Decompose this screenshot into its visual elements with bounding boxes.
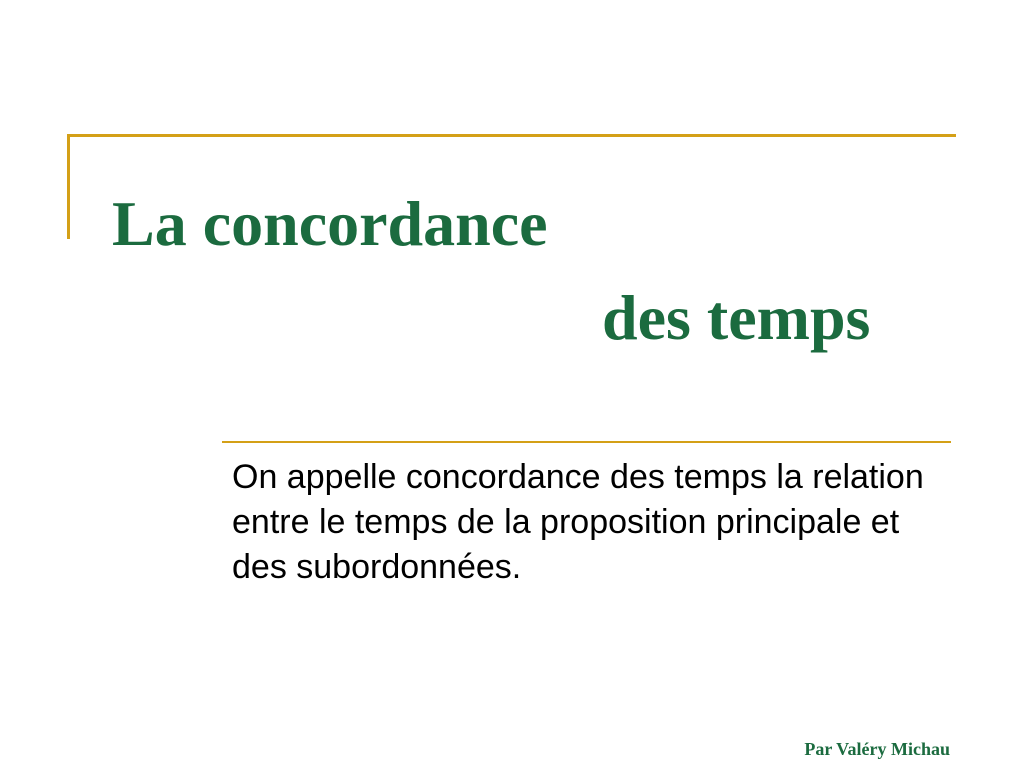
author-credit: Par Valéry Michau [804,739,950,759]
title-line-1: La concordance [112,188,548,259]
body-paragraph: On appelle concordance des temps la relation entre le temps de la proposition principale et des subordonnées. [232,458,924,586]
title-frame-top-line [67,134,956,137]
title-frame-left-line [67,134,70,239]
title-line-2: des temps [602,282,871,353]
subtitle-divider-line [222,441,951,443]
